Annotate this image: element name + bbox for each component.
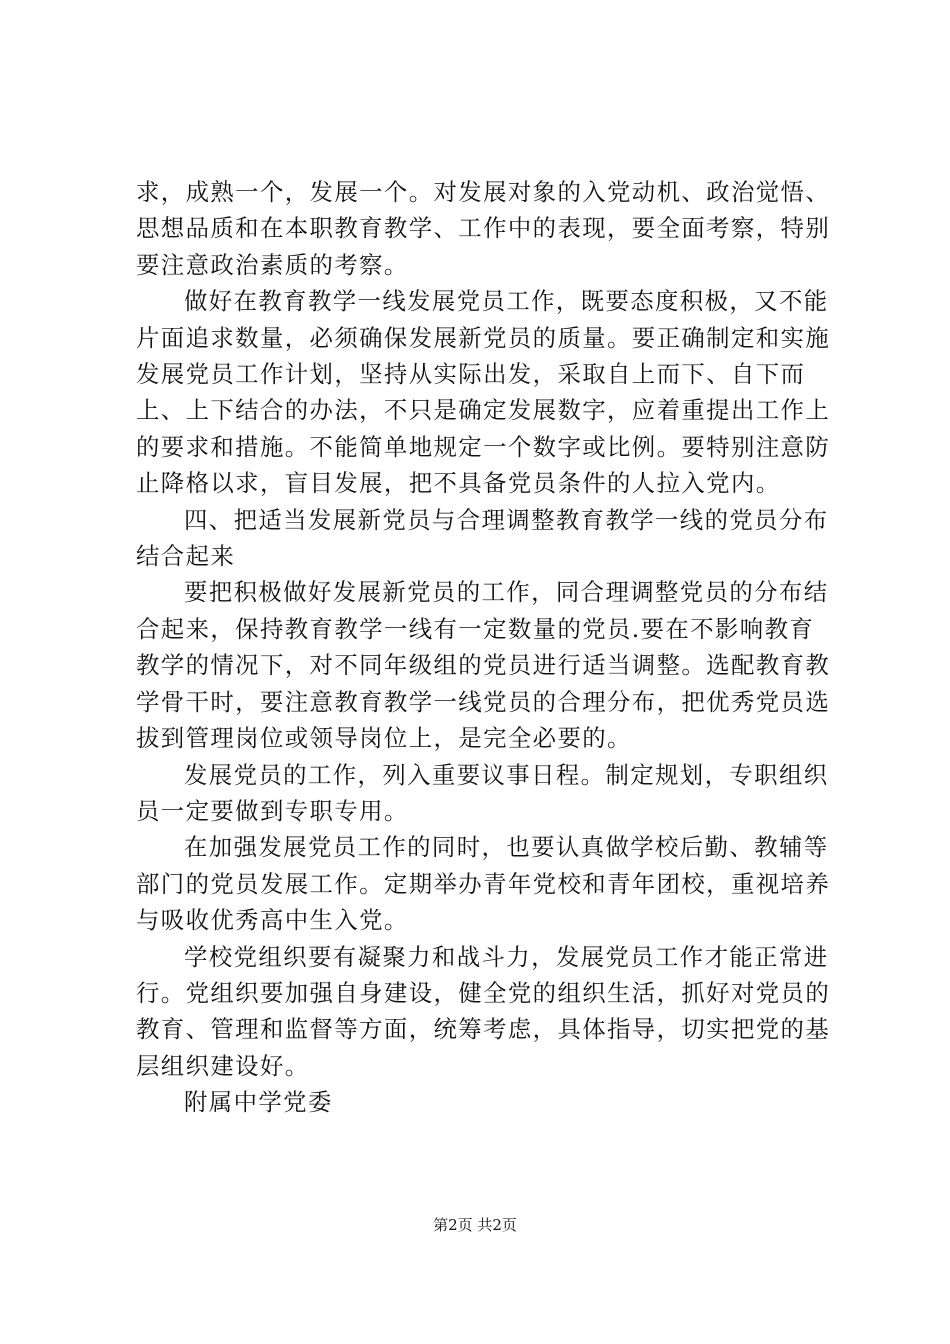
- paragraph-2: 做好在教育教学一线发展党员工作，既要态度积极，又不能片面追求数量，必须确保发展新党员的质量。要正确制定和实施发展党员工作计划，坚持从实际出发，采取自上而下、自下而上、上下结合的办法，不只是确定发展数字，应着重提出工作上的要求和措施。不能简单地规定一个数字或比例。要特别注意防止降格以求，盲目发展，把不具备党员条件的人拉入党内。: [136, 287, 831, 498]
- paragraph-4: 发展党员的工作，列入重要议事日程。制定规划，专职组织员一定要做到专职专用。: [136, 760, 829, 825]
- paragraph-3: 要把积极做好发展新党员的工作，同合理调整党员的分布结合起来，保持教育教学一线有一定数量的党员.要在不影响教育教学的情况下，对不同年级组的党员进行适当调整。选配教育教学骨干时，要注意教育教学一线党员的合理分布，把优秀党员选拔到管理岗位或领导岗位上，是完全必要的。: [136, 578, 831, 753]
- page-footer: [0, 1215, 950, 1235]
- page-number: 第2页 共2页: [433, 1216, 517, 1234]
- paragraph-6: 学校党组织要有凝聚力和战斗力，发展党员工作才能正常进行。党组织要加强自身建设，健全党的组织生活，抓好对党员的教育、管理和监督等方面，统筹考虑，具体指导，切实把党的基层组织建设好。: [136, 942, 831, 1080]
- signature-line: 附属中学党委: [184, 1088, 333, 1117]
- paragraph-1: 求，成熟一个，发展一个。对发展对象的入党动机、政治觉悟、思想品质和在本职教育教学、工作中的表现，要全面考察，特别要注意政治素质的考察。: [136, 178, 831, 279]
- document-body: [136, 174, 836, 1121]
- section-heading-4: 四、把适当发展新党员与合理调整教育教学一线的党员分布结合起来: [136, 505, 829, 571]
- paragraph-5: 在加强发展党员工作的同时，也要认真做学校后勤、教辅等部门的党员发展工作。定期举办青年党校和青年团校，重视培养与吸收优秀高中生入党。: [136, 833, 831, 935]
